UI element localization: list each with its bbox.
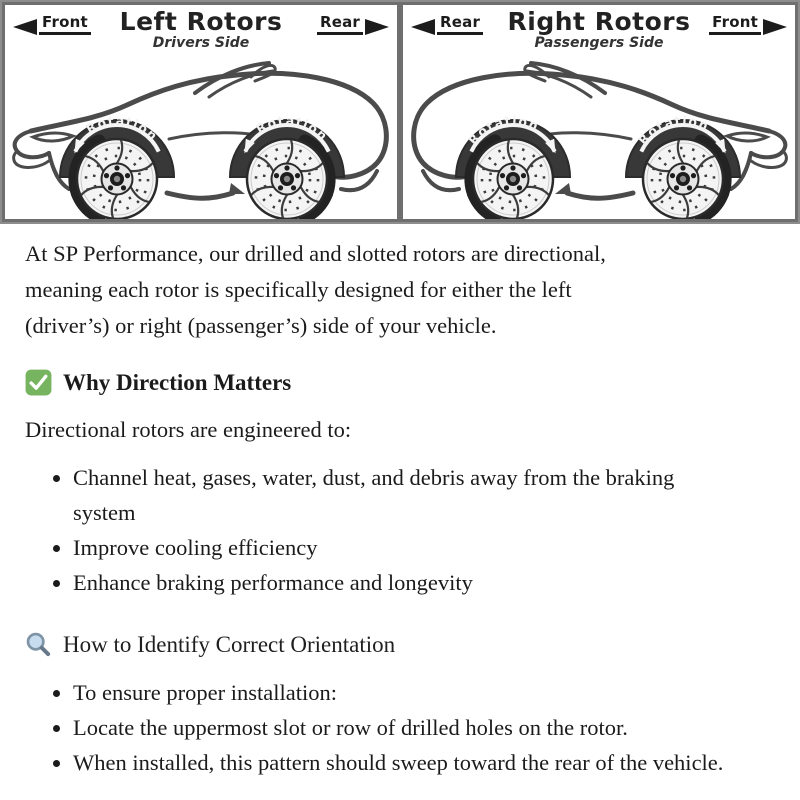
section-heading: How to Identify Correct Orientation <box>63 631 396 657</box>
rotation-label: Rotation <box>465 112 542 148</box>
why-bullet-list <box>25 460 775 600</box>
rotation-label: Rotation <box>635 112 712 148</box>
why-direction-matters-heading <box>25 369 775 396</box>
bullet-item: • When installed, this pattern should sweep toward the rear of the vehicle. <box>73 745 775 780</box>
car-body-art <box>14 63 387 219</box>
left-panel-header <box>5 5 397 57</box>
bullet-item: • Enhance braking performance and longevity <box>73 565 728 600</box>
intro-line: (driver’s) or right (passenger’s) side of your vehicle. <box>25 313 497 338</box>
arrow-left-icon <box>13 19 37 35</box>
article-body <box>0 224 800 780</box>
magnifying-glass-icon <box>25 631 52 658</box>
intro-line: At SP Performance, our drilled and slotted rotors are directional, <box>25 241 606 266</box>
check-mark-icon <box>25 369 52 396</box>
rear-direction-indicator <box>411 13 483 35</box>
front-direction-indicator <box>13 13 91 35</box>
rotation-label: Rotation <box>253 112 332 144</box>
rotor-direction-diagram <box>0 0 800 224</box>
intro-line: meaning each rotor is specifically designed for either the left <box>25 277 572 302</box>
right-rotors-panel <box>400 2 798 222</box>
rotation-label: Rotation <box>83 112 162 144</box>
panel-title: Right Rotors <box>507 7 691 36</box>
bullet-item: • To ensure proper installation: <box>73 675 775 710</box>
panel-subtitle: Passengers Side <box>534 35 664 51</box>
left-panel-title-block <box>120 9 283 51</box>
intro-paragraph <box>25 236 775 344</box>
arrow-left-icon <box>411 19 435 35</box>
bullet-item: • Channel heat, gases, water, dust, and debris away from the braking system <box>73 460 728 530</box>
arrow-right-icon <box>763 19 787 35</box>
right-car-illustration <box>403 57 795 219</box>
arrow-right-icon <box>365 19 389 35</box>
section-lead: Directional rotors are engineered to: <box>25 417 352 442</box>
panel-title: Left Rotors <box>119 7 283 36</box>
front-direction-indicator <box>709 13 787 35</box>
left-rotors-panel <box>2 2 400 222</box>
direction-label: Front <box>709 13 761 35</box>
how-to-identify-heading <box>25 631 775 658</box>
panel-subtitle: Drivers Side <box>152 35 250 51</box>
left-car-illustration <box>5 57 397 219</box>
rear-direction-indicator <box>317 13 389 35</box>
right-panel-title-block <box>508 9 691 51</box>
section-heading: Why Direction Matters <box>63 369 292 395</box>
how-bullet-list <box>25 675 775 780</box>
right-panel-header <box>403 5 795 57</box>
direction-label: Front <box>39 13 91 35</box>
direction-label: Rear <box>317 13 363 35</box>
direction-label: Rear <box>437 13 483 35</box>
bullet-item: • Locate the uppermost slot or row of drilled holes on the rotor. <box>73 710 775 745</box>
bullet-item: • Improve cooling efficiency <box>73 530 728 565</box>
